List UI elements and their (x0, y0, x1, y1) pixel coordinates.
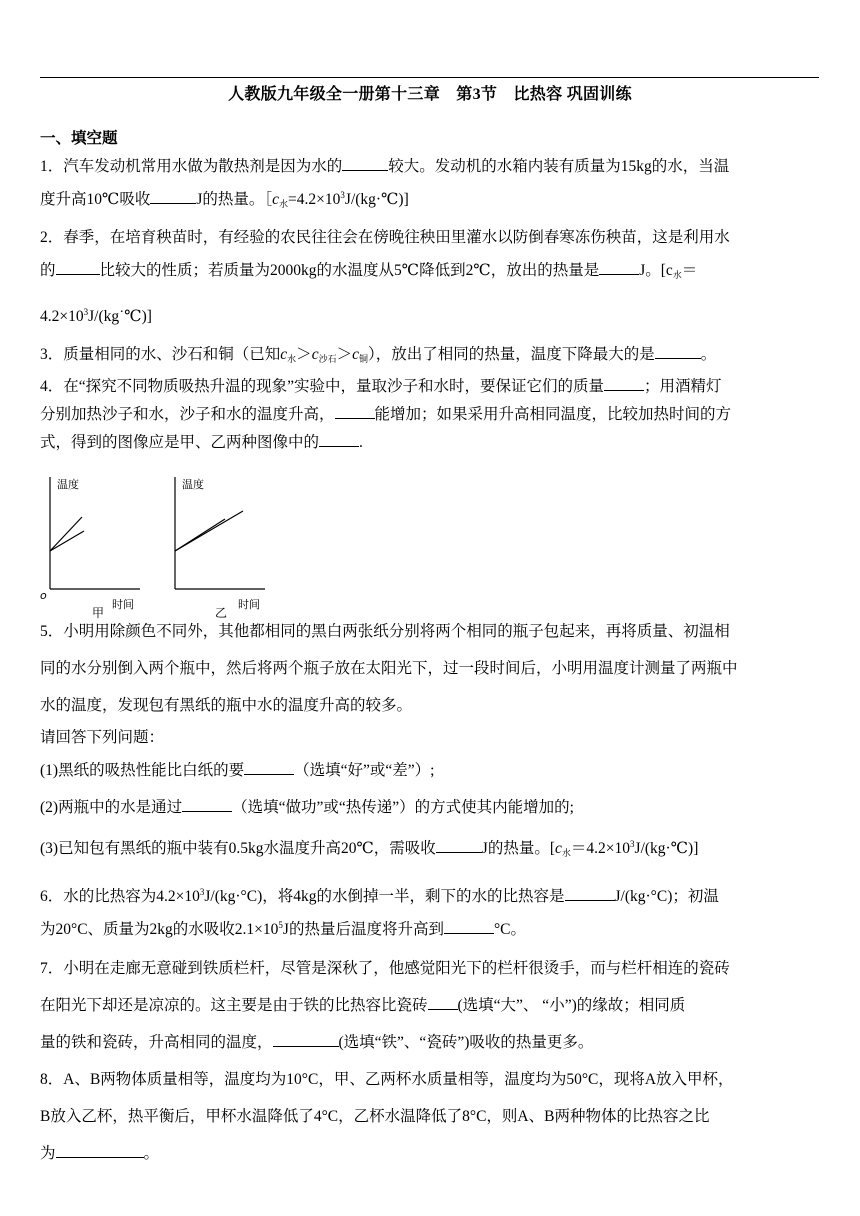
answer-blank[interactable] (182, 797, 232, 812)
answer-blank[interactable] (335, 404, 375, 419)
answer-blank[interactable] (428, 995, 458, 1010)
answer-blank[interactable] (599, 260, 639, 275)
answer-blank[interactable] (444, 919, 494, 934)
answer-blank[interactable] (319, 432, 359, 447)
question-8-line-2: B放入乙杯，热平衡后，甲杯水温降低了4°C，乙杯水温降低了8°C，则A、B两种物体的比热容之比 (40, 1108, 710, 1125)
answer-blank[interactable] (244, 760, 294, 775)
graph-yi-ylabel: 温度 (182, 478, 204, 491)
header-rule (40, 77, 819, 78)
question-7-line-2: 在阳光下却还是凉凉的。这主要是由于铁的比热容比瓷砖 (选填“大”、 “小”)的缘故；相同质 (40, 997, 686, 1014)
answer-blank[interactable] (342, 156, 388, 171)
graph-jia (40, 459, 150, 620)
answer-blank[interactable] (655, 344, 701, 359)
question-1-line-2: 度升高10℃吸收 J的热量。$[c_水=4.2\times 10^3J/(kg\cdot℃)$] (40, 190, 409, 209)
question-4-line-2: 分别加热沙子和水，沙子和水的温度升高， 能增加；如果采用升高相同温度，比较加热时间的方 (40, 406, 732, 423)
section-heading: 一、填空题 (40, 130, 118, 147)
graph-jia-name: 甲 (92, 606, 105, 620)
answer-blank[interactable] (150, 189, 196, 204)
answer-blank[interactable] (273, 1032, 339, 1047)
question-2-line-3: $4.2\times 10^3J/(kg˙℃)$] (40, 307, 152, 325)
graph-jia-origin: o (40, 589, 47, 602)
question-3: 3．质量相同的水、沙石和铜（已知$c_水>c_{沙石}>c_铜$），放出了相同的热量，温度下降最大的是 。 (40, 346, 717, 364)
graph-yi-xlabel: 时间 (238, 598, 260, 611)
question-8-line-3: 为 。 (40, 1145, 160, 1162)
question-7: 7．小明在走廊无意碰到铁质栏杆，尽管是深秋了，他感觉阳光下的栏杆很烫手，而与栏杆相连的瓷砖 (40, 960, 730, 977)
question-5-prompt: 请回答下列问题： (40, 729, 165, 746)
question-5-sub-1: (1)黑纸的吸热性能比白纸的要 （选填“好”或“差”）; (40, 762, 435, 779)
question-5-line-2: 同的水分别倒入两个瓶中，然后将两个瓶子放在太阳光下，过一段时间后，小明用温度计测量了两瓶中 (40, 660, 738, 677)
question-2: 2．春季，在培育秧苗时，有经验的农民往往会在傍晚往秧田里灌水以防倒春寒冻伤秧苗，这是利用水 (40, 229, 730, 246)
answer-blank[interactable] (56, 260, 100, 275)
page-title: 人教版九年级全一册第十三章 第3节 比热容 巩固训练 (228, 86, 632, 103)
answer-blank[interactable] (565, 886, 615, 901)
graph-yi-name: 乙 (215, 606, 228, 620)
question-8: 8．A、B两物体质量相等，温度均为10°C，甲、乙两杯水质量相等，温度均为50°C，现将A放入甲杯， (40, 1071, 734, 1088)
question-5-sub-3: (3)已知包有黑纸的瓶中装有0.5kg水温度升高20℃，需吸收 J的热量。$[c_水=4.2\times 10^3J/(kg\cdot℃)]$ (40, 839, 699, 858)
graphs-figure (40, 457, 822, 620)
graph-yi (165, 459, 275, 620)
worksheet-body (40, 125, 822, 1172)
answer-blank[interactable] (604, 376, 644, 391)
answer-blank[interactable] (436, 838, 482, 853)
question-5: 5．小明用除颜色不同外，其他都相同的黑白两张纸分别将两个相同的瓶子包起来，再将质量、初温相 (40, 623, 730, 640)
question-1: 1．汽车发动机常用水做为散热剂是因为水的 较大。发动机的水箱内装有质量为15kg的水，当温 (40, 158, 730, 175)
graph-jia-xlabel: 时间 (112, 598, 134, 611)
answer-blank[interactable] (56, 1143, 144, 1158)
question-2-line-2: 的 比较大的性质；若质量为2000kg的水温度从5℃降低到2℃，放出的热量是 J。[$c_水=$ (40, 262, 698, 280)
question-5-sub-2: (2)两瓶中的水是通过 （选填“做功”或“热传递”）的方式使其内能增加的; (40, 799, 574, 816)
question-4-line-3: 式，得到的图像应是甲、乙两种图像中的 . (40, 434, 363, 451)
question-7-line-3: 量的铁和瓷砖，升高相同的温度， (选填“铁”、“瓷砖”)吸收的热量更多。 (40, 1034, 594, 1051)
question-5-line-3: 水的温度，发现包有黑纸的瓶中水的温度升高的较多。 (40, 697, 413, 714)
graph-jia-ylabel: 温度 (57, 478, 79, 491)
question-4: 4．在“探究不同物质吸热升温的现象”实验中，量取沙子和水时，要保证它们的质量 ；用酒精灯 (40, 378, 722, 395)
question-6-line-2: 为20°C、质量为2kg的水吸收$2.1\times 10^5J$的热量后温度将升高到 °C。 (40, 920, 526, 938)
question-6: 6．水的比热容为$4.2\times 10^3J/(kg\cdot^\circ C)$，将4kg的水倒掉一半，剩下的水的比热容是 J/(kg·°C)；初温 (40, 887, 719, 905)
